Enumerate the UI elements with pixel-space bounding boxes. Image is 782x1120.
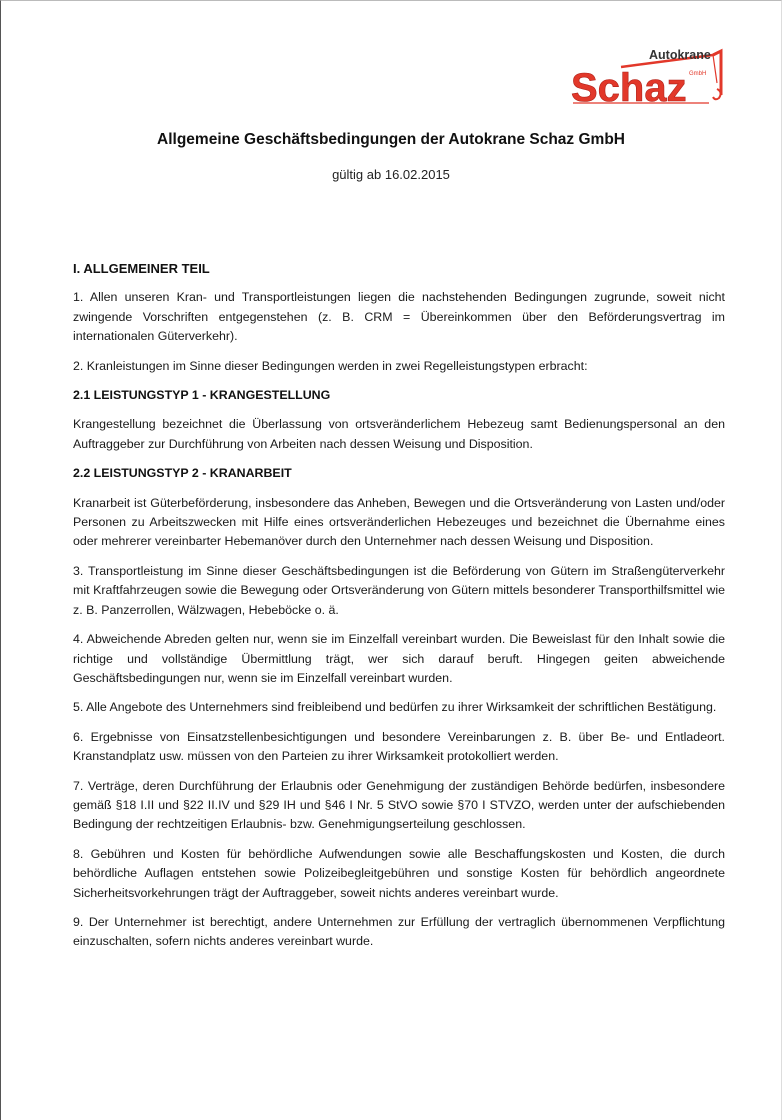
section-heading: I. ALLGEMEINER TEIL [73, 261, 210, 276]
paragraph: 4. Abweichende Abreden gelten nur, wenn sie im Einzelfall vereinbart wurden. Die Beweislast für den Inhalt sowie die richtige und vollständige Übermittlung trägt, wer sich darauf beruft. Hingegen geiten abweichende Geschäftsbedingungen nur, wenn sie im Einzelfall vereinbart wurden. [73, 632, 725, 685]
paragraph: 7. Verträge, deren Durchführung der Erlaubnis oder Genehmigung der zuständigen Behörde bedürfen, insbesondere gemäß §18 I.II und §22 II.IV und §29 IH und §46 I Nr. 5 StVO sowie §70 I STVZO, werden unter der aufschiebenden Bedingung der rechtzeitigen Erlaubnis- bzw. Genehmigungserteilung geschlossen. [73, 778, 725, 832]
paragraph: 8. Gebühren und Kosten für behördliche Aufwendungen sowie alle Beschaffungskosten und Kosten, die durch behördliche Auflagen entstehen sowie Polizeibegleitgebühren und sonstige Kosten für behördlich angeordnete Sicherheitsvorkehrungen trägt der Auftraggeber, soweit nichts anderes vereinbart wurde. [73, 846, 725, 900]
paragraph: 9. Der Unternehmer ist berechtigt, andere Unternehmen zur Erfüllung der vertraglich übernommenen Verpflichtung einzuschalten, sofern nichts anderes vereinbart wurde. [73, 914, 725, 949]
document-body [73, 259, 725, 962]
paragraph: 1. Allen unseren Kran- und Transportleistungen liegen die nachstehenden Bedingungen zugrunde, soweit nicht zwingende Vorschriften entgegenstehen (z. B. CRM = Übereinkommen über den Beförderungsvertrag im internationalen Güterverkehr). [73, 290, 725, 344]
logo-small-text: GmbH [689, 71, 707, 77]
paragraph: 6. Ergebnisse von Einsatzstellenbesichtigungen und besondere Vereinbarungen z. B. über Be- und Entladeort. Kranstandplatz usw. müssen von den Parteien zu ihrer Wirksamkeit protokolliert werden. [73, 729, 725, 764]
subsection-heading: 2.2 LEISTUNGSTYP 2 - KRANARBEIT [73, 466, 292, 481]
company-logo [561, 43, 731, 113]
document-valid-from: gültig ab 16.02.2015 [332, 167, 450, 182]
logo-top-text: Autokrane [649, 48, 711, 62]
document-title: Allgemeine Geschäftsbedingungen der Autokrane Schaz GmbH [157, 131, 625, 148]
paragraph: 5. Alle Angebote des Unternehmers sind freibleibend und bedürfen zu ihrer Wirksamkeit der schriftlichen Bestätigung. [73, 700, 717, 715]
paragraph: Krangestellung bezeichnet die Überlassung von ortsveränderlichem Hebezeug samt Bedienungspersonal an den Auftraggeber zur Durchführung von Arbeiten nach dessen Weisung und Disposition. [73, 417, 725, 451]
paragraph: Kranarbeit ist Güterbeförderung, insbesondere das Anheben, Bewegen und die Ortsveränderung von Lasten und/oder Personen zu Arbeitszwecken mit Hilfe eines ortsveränderlichen Hebezeuges und bezeichnet die Übernahme eines oder mehrerer vereinbarter Hebemanöver durch den Unternehmer nach dessen Weisung und Disposition. [73, 495, 725, 549]
logo-main-text: Schaz [571, 66, 687, 110]
paragraph: 3. Transportleistung im Sinne dieser Geschäftsbedingungen ist die Beförderung von Gütern im Straßengüterverkehr mit Kraftfahrzeugen sowie die Bewegung oder Ortsveränderung von Gütern mittels besonderer Transporthilfsmittel wie z. B. Panzerrollen, Wälzwagen, Hebeböcke o. ä. [73, 563, 725, 617]
subsection-heading: 2.1 LEISTUNGSTYP 1 - KRANGESTELLUNG [73, 388, 331, 403]
paragraph: 2. Kranleistungen im Sinne dieser Bedingungen werden in zwei Regelleistungstypen erbracht: [73, 358, 588, 373]
